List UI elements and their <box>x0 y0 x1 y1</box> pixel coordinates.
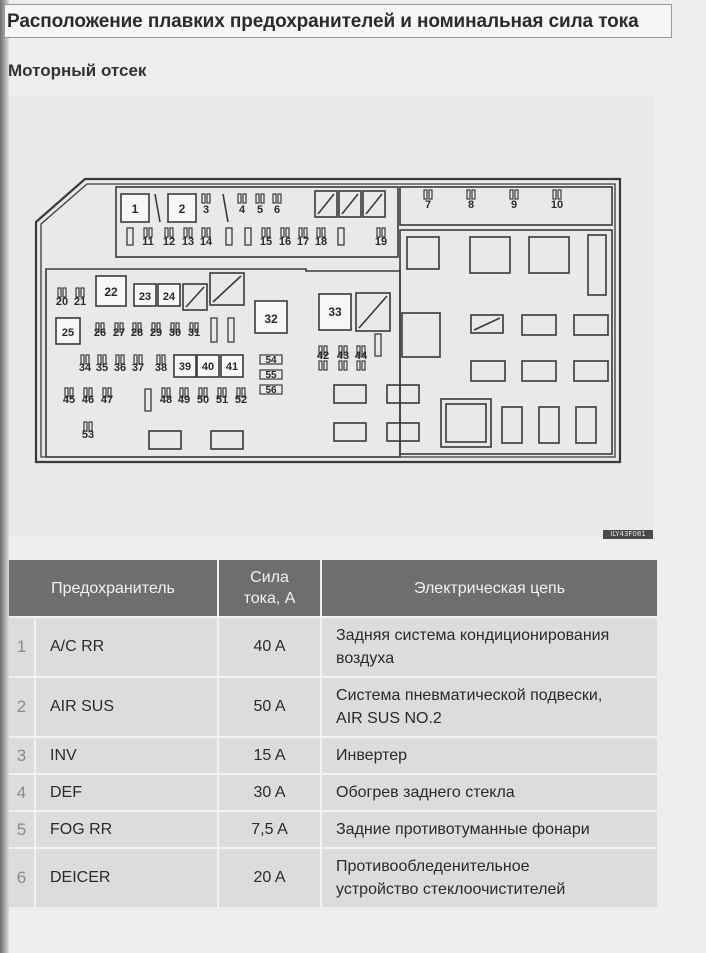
mini-fuse-leg <box>238 194 241 203</box>
circuit-line-2: воздуха <box>336 650 395 667</box>
circuit-line-2: AIR SUS NO.2 <box>336 710 442 727</box>
fuse-circuit: Инвертер <box>322 736 657 773</box>
fuse-circuit <box>322 847 657 907</box>
fuse-label: 18 <box>314 236 328 248</box>
fuse-label: 6 <box>273 204 281 216</box>
mini-fuse-leg <box>256 194 259 203</box>
fuse-label: 33 <box>328 305 342 319</box>
fuse-label: 45 <box>62 394 76 406</box>
row-number: 5 <box>9 810 36 847</box>
right-slot <box>529 237 569 273</box>
fuse-name: AIR SUS <box>36 676 219 736</box>
row-number: 4 <box>9 773 36 810</box>
fuse-label: 43 <box>336 350 350 362</box>
mini-fuse-leg <box>273 194 276 203</box>
fuse-label: 53 <box>81 429 95 441</box>
right-slot <box>502 407 522 443</box>
fuse-label: 26 <box>93 327 107 339</box>
row-number: 3 <box>9 736 36 773</box>
fuse-name: DEF <box>36 773 219 810</box>
fuse-amperage: 40 A <box>219 616 322 676</box>
mini-fuse-leg <box>553 190 556 199</box>
fuse-label: 46 <box>81 394 95 406</box>
right-slot <box>574 361 608 381</box>
circuit-line-1: Противообледенительное <box>336 858 530 875</box>
fuse-label: 1 <box>131 202 139 216</box>
fuse-name: A/C RR <box>36 616 219 676</box>
right-slot <box>539 407 559 443</box>
fuse-label: 55 <box>265 370 277 381</box>
fuse-label: 41 <box>225 361 239 373</box>
mini-fuse-leg <box>261 194 264 203</box>
mini-fuse-leg <box>324 361 327 370</box>
right-slot <box>407 237 439 269</box>
fuse-amperage: 20 A <box>219 847 322 907</box>
fuse-label: 24 <box>162 291 176 303</box>
mini-fuse-leg <box>339 361 342 370</box>
right-big-slot <box>441 399 491 447</box>
slot-outline <box>145 389 151 411</box>
fuse-label: 17 <box>296 236 310 248</box>
slot-outline <box>228 318 234 342</box>
fuse-label: 36 <box>113 362 127 374</box>
right-slot <box>402 313 440 357</box>
mini-fuse-leg <box>429 190 432 199</box>
fuse-label: 48 <box>159 394 173 406</box>
fuse-label: 28 <box>130 327 144 339</box>
fuse-label: 35 <box>95 362 109 374</box>
divider-line <box>155 194 160 222</box>
fuse-amperage: 7,5 A <box>219 810 322 847</box>
fuse-circuit <box>322 616 657 676</box>
header-amperage-line1: Сила <box>250 569 289 586</box>
fuse-label: 8 <box>467 199 475 211</box>
fuse-circuit: Задние противотуманные фонари <box>322 810 657 847</box>
circuit-line-1: Система пневматической подвески, <box>336 687 603 704</box>
fuse-label: 40 <box>201 361 215 373</box>
mini-fuse-leg <box>357 361 360 370</box>
relay-diagonal <box>366 194 382 214</box>
slot-outline <box>127 228 133 245</box>
mini-fuse-leg <box>515 190 518 199</box>
circuit-line-2: устройство стеклоочистителей <box>336 881 566 898</box>
right-block <box>400 230 612 454</box>
table-row <box>9 616 657 676</box>
fuse-name: DEICER <box>36 847 219 907</box>
header-circuit: Электрическая цепь <box>322 560 657 616</box>
mini-fuse-leg <box>202 194 205 203</box>
fuse-label: 37 <box>131 362 145 374</box>
fuse-label: 29 <box>149 327 163 339</box>
right-slot <box>588 235 606 295</box>
fuse-circuit: Обогрев заднего стекла <box>322 773 657 810</box>
header-fuse: Предохранитель <box>9 560 219 616</box>
fuse-box-diagram-svg <box>9 95 653 537</box>
fuse-label: 16 <box>278 236 292 248</box>
fuse-label: 54 <box>265 355 277 366</box>
right-big-slot-inner <box>446 404 486 442</box>
circuit-line-1: Задняя система кондиционирования <box>336 627 610 644</box>
fuse-table <box>9 560 657 907</box>
fuse-label: 4 <box>238 204 246 216</box>
relay-diagonal <box>186 287 204 307</box>
mini-fuse-leg <box>424 190 427 199</box>
mini-fuse-leg <box>319 361 322 370</box>
page-binding-shadow <box>0 0 9 953</box>
fuse-box-diagram <box>9 95 653 537</box>
right-slot <box>576 407 596 443</box>
spare-slot <box>149 431 181 449</box>
relay-diagonal <box>318 194 334 214</box>
mini-fuse-leg <box>472 190 475 199</box>
header-amperage <box>219 560 322 616</box>
fuse-amperage: 30 A <box>219 773 322 810</box>
fuse-label: 23 <box>138 291 152 303</box>
fuse-label: 15 <box>259 236 273 248</box>
spare-slot <box>334 385 366 403</box>
fuse-label: 2 <box>178 202 186 216</box>
fuse-name: FOG RR <box>36 810 219 847</box>
fuse-label: 10 <box>550 199 564 211</box>
fuse-label: 50 <box>196 394 210 406</box>
page-title: Расположение плавких предохранителей и номинальная сила тока <box>7 11 639 32</box>
relay-diagonal <box>474 318 500 330</box>
fuse-label: 30 <box>168 327 182 339</box>
fuse-label: 19 <box>374 236 388 248</box>
row-number: 6 <box>9 847 36 907</box>
slot-outline <box>375 334 381 356</box>
row-number: 1 <box>9 616 36 676</box>
table-row <box>9 810 657 847</box>
row-number: 2 <box>9 676 36 736</box>
mini-fuse-leg <box>243 194 246 203</box>
fuse-label: 21 <box>73 296 87 308</box>
title-box <box>4 4 672 38</box>
figure-code: ILY43F081 <box>603 530 653 539</box>
fuse-circuit <box>322 676 657 736</box>
fuse-label: 32 <box>264 312 278 326</box>
fuse-amperage: 50 A <box>219 676 322 736</box>
mini-fuse-leg <box>510 190 513 199</box>
fuse-label: 25 <box>61 327 75 339</box>
slot-outline <box>226 228 232 245</box>
fuse-label: 31 <box>187 327 201 339</box>
fuse-name: INV <box>36 736 219 773</box>
fuse-label: 44 <box>354 350 368 362</box>
spare-slot <box>211 431 243 449</box>
right-slot <box>471 361 505 381</box>
mini-fuse-leg <box>278 194 281 203</box>
fuse-label: 14 <box>199 236 213 248</box>
spare-slot <box>387 385 419 403</box>
slot-outline <box>211 318 217 342</box>
fuse-label: 22 <box>104 285 118 299</box>
fuse-label: 27 <box>112 327 126 339</box>
fuse-label: 47 <box>100 394 114 406</box>
table-header-row <box>9 560 657 616</box>
mini-fuse-leg <box>558 190 561 199</box>
fuse-label: 42 <box>316 350 330 362</box>
right-slot <box>574 315 608 335</box>
relay-diagonal <box>213 276 241 302</box>
right-slot <box>522 315 556 335</box>
mini-fuse-leg <box>467 190 470 199</box>
mini-fuse-leg <box>344 361 347 370</box>
fuse-label: 3 <box>202 204 210 216</box>
fuse-label: 12 <box>162 236 176 248</box>
fuse-label: 34 <box>78 362 92 374</box>
slot-outline <box>338 228 344 245</box>
relay-diagonal <box>342 194 358 214</box>
fuse-label: 9 <box>510 199 518 211</box>
fuse-label: 11 <box>142 236 154 248</box>
fuse-label: 51 <box>215 394 229 406</box>
table-row <box>9 676 657 736</box>
fuse-label: 38 <box>154 362 168 374</box>
relay-diagonal <box>359 296 387 328</box>
fuse-label: 52 <box>234 394 248 406</box>
slot-outline <box>245 228 251 245</box>
fuse-label: 5 <box>256 204 264 216</box>
mini-fuse-leg <box>207 194 210 203</box>
fuse-label: 20 <box>55 296 69 308</box>
fuse-label: 56 <box>265 385 277 396</box>
right-slot <box>522 361 556 381</box>
header-amperage-line2: тока, А <box>243 590 296 607</box>
section-title: Моторный отсек <box>8 61 147 80</box>
table-row <box>9 736 657 773</box>
fuse-label: 39 <box>178 361 192 373</box>
divider-line <box>223 194 228 222</box>
mini-fuse-leg <box>362 361 365 370</box>
spare-slot <box>334 423 366 441</box>
fuse-amperage: 15 A <box>219 736 322 773</box>
spare-slot <box>387 423 419 441</box>
table-row <box>9 847 657 907</box>
fuse-label: 49 <box>177 394 191 406</box>
fuse-label: 7 <box>424 199 432 211</box>
right-slot <box>470 237 510 273</box>
fuse-label: 13 <box>181 236 195 248</box>
table-row <box>9 773 657 810</box>
